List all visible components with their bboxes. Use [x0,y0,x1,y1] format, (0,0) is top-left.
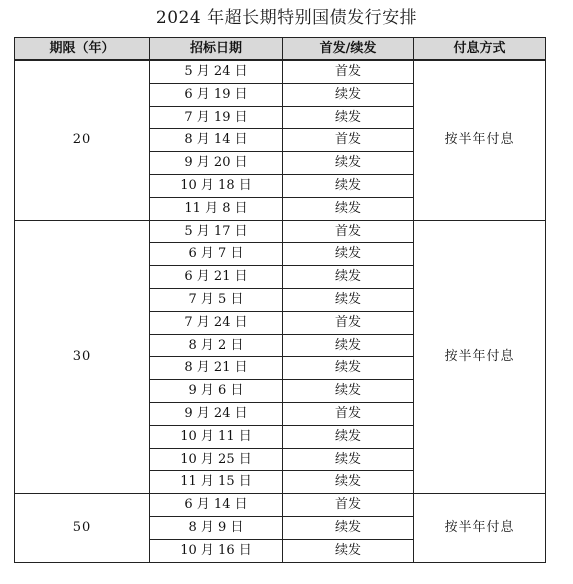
issue-type-cell: 首发 [283,60,414,83]
issue-type-cell: 续发 [283,425,414,448]
issue-type-cell: 续发 [283,266,414,289]
date-cell: 8 月 9 日 [150,516,283,539]
date-cell: 7 月 5 日 [150,288,283,311]
date-cell: 8 月 21 日 [150,357,283,380]
date-cell: 11 月 8 日 [150,197,283,220]
table-row [15,494,546,517]
header-date: 招标日期 [150,38,283,61]
date-cell: 6 月 14 日 [150,494,283,517]
header-row [15,38,546,61]
date-cell: 7 月 19 日 [150,106,283,129]
issue-type-cell: 续发 [283,380,414,403]
date-cell: 9 月 20 日 [150,152,283,175]
date-cell: 10 月 25 日 [150,448,283,471]
table-header [15,38,546,61]
term-cell: 20 [15,60,150,220]
date-cell: 10 月 11 日 [150,425,283,448]
issue-type-cell: 首发 [283,129,414,152]
issue-type-cell: 续发 [283,448,414,471]
date-cell: 5 月 24 日 [150,60,283,83]
date-cell: 8 月 2 日 [150,334,283,357]
issue-type-cell: 续发 [283,243,414,266]
date-cell: 9 月 6 日 [150,380,283,403]
issue-type-cell: 续发 [283,516,414,539]
issue-type-cell: 首发 [283,494,414,517]
issue-type-cell: 首发 [283,402,414,425]
issue-type-cell: 首发 [283,220,414,243]
term-cell: 30 [15,220,150,494]
date-cell: 9 月 24 日 [150,402,283,425]
date-cell: 6 月 21 日 [150,266,283,289]
table-row [15,220,546,243]
document-title: 2024 年超长期特别国债发行安排 [155,8,418,28]
term-cell: 50 [15,494,150,562]
date-cell: 8 月 14 日 [150,129,283,152]
date-cell: 6 月 19 日 [150,83,283,106]
header-term: 期限（年） [15,38,150,61]
date-cell: 10 月 18 日 [150,174,283,197]
issue-type-cell: 续发 [283,152,414,175]
bond-issuance-table [14,37,546,563]
issue-type-cell: 续发 [283,106,414,129]
date-cell: 7 月 24 日 [150,311,283,334]
payment-method-cell: 按半年付息 [414,494,546,562]
payment-method-cell: 按半年付息 [414,220,546,494]
issue-type-cell: 续发 [283,288,414,311]
issue-type-cell: 续发 [283,174,414,197]
header-type: 首发/续发 [283,38,414,61]
issue-type-cell: 续发 [283,357,414,380]
date-cell: 5 月 17 日 [150,220,283,243]
issue-type-cell: 续发 [283,539,414,562]
date-cell: 6 月 7 日 [150,243,283,266]
table-body [15,60,546,562]
date-cell: 10 月 16 日 [150,539,283,562]
payment-method-cell: 按半年付息 [414,60,546,220]
issue-type-cell: 续发 [283,83,414,106]
date-cell: 11 月 15 日 [150,471,283,494]
issue-type-cell: 续发 [283,197,414,220]
header-payment: 付息方式 [414,38,546,61]
issue-type-cell: 首发 [283,311,414,334]
issue-type-cell: 续发 [283,334,414,357]
issue-type-cell: 续发 [283,471,414,494]
table-row [15,60,546,83]
